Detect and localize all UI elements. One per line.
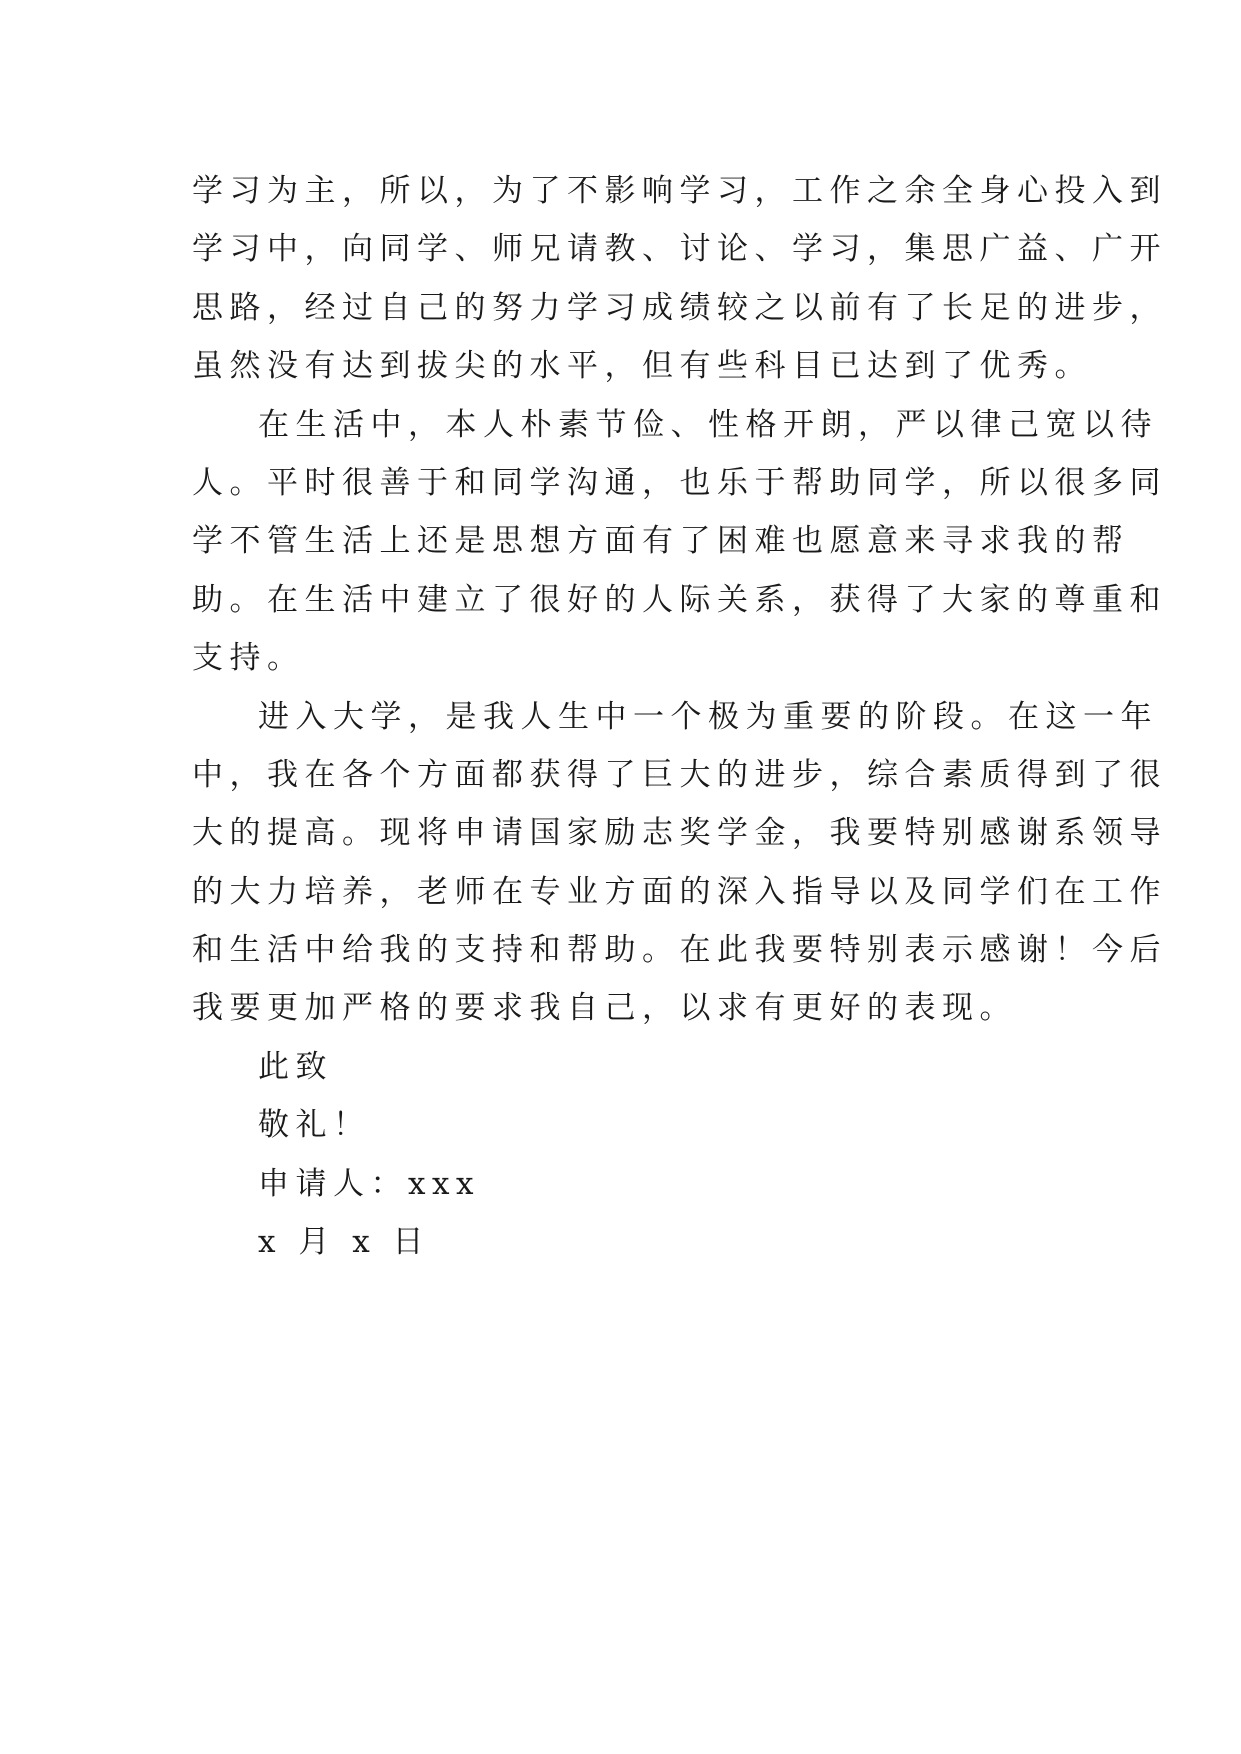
closing-salutation: 此致 xyxy=(258,1048,333,1085)
text-line: 大的提高。现将申请国家励志奖学金，我要特别感谢系领导 xyxy=(192,815,1167,852)
applicant-signature: 申请人：xxx xyxy=(258,1165,480,1202)
text-line: 支持。 xyxy=(192,640,305,677)
text-line: 学习为主，所以，为了不影响学习，工作之余全身心投入到 xyxy=(192,173,1167,209)
text-line: 学不管生活上还是思想方面有了困难也愿意来寻求我的帮 xyxy=(192,523,1130,560)
text-line: 我要更加严格的要求我自己，以求有更好的表现。 xyxy=(192,990,1017,1027)
text-line: 虽然没有达到拔尖的水平，但有些科目已达到了优秀。 xyxy=(192,348,1092,385)
text-line: 中，我在各个方面都获得了巨大的进步，综合素质得到了很 xyxy=(192,756,1167,793)
text-line: 的大力培养，老师在专业方面的深入指导以及同学们在工作 xyxy=(192,873,1167,910)
letter-closing xyxy=(192,1038,1072,1272)
letter-body xyxy=(192,162,1167,1271)
text-line: 助。在生活中建立了很好的人际关系，获得了大家的尊重和 xyxy=(192,581,1167,618)
text-line: 人。平时很善于和同学沟通，也乐于帮助同学，所以很多同 xyxy=(192,464,1167,501)
paragraph-study xyxy=(192,162,1167,396)
text-line: 思路，经过自己的努力学习成绩较之以前有了长足的进步， xyxy=(192,289,1167,326)
text-line: 和生活中给我的支持和帮助。在此我要特别表示感谢！今后 xyxy=(192,932,1167,969)
paragraph-life xyxy=(192,396,1167,688)
text-line: 在生活中，本人朴素节俭、性格开朗，严以律己宽以待 xyxy=(258,406,1158,443)
text-line: 进入大学，是我人生中一个极为重要的阶段。在这一年 xyxy=(258,698,1158,735)
text-line: 学习中，向同学、师兄请教、讨论、学习，集思广益、广开 xyxy=(192,231,1167,268)
closing-regards: 敬礼！ xyxy=(258,1107,371,1144)
paragraph-university xyxy=(192,688,1167,1038)
letter-date: x 月 x 日 xyxy=(258,1224,431,1261)
